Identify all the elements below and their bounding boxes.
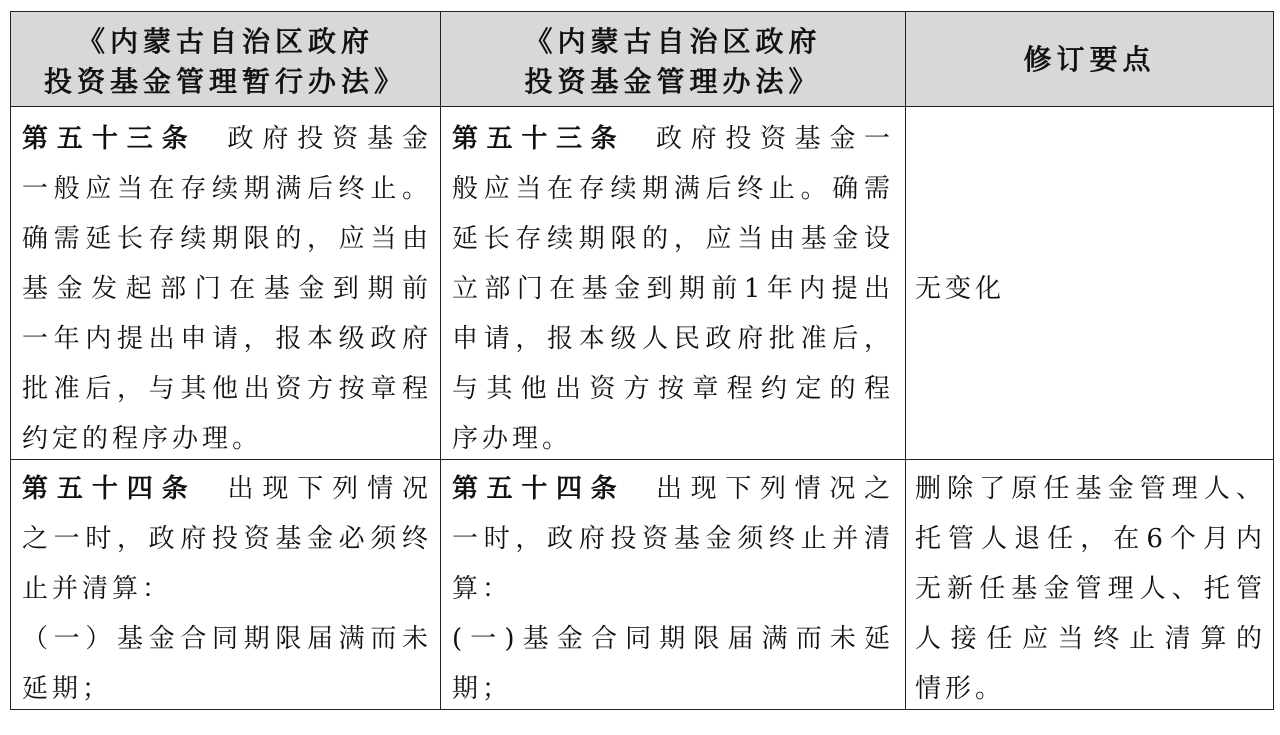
text-line: 立部门在基金到期前1年内提出 — [452, 274, 894, 304]
text-line: 申请，报本级人民政府批准后， — [452, 324, 894, 354]
text-line — [22, 464, 432, 514]
header-title-line: 修订要点 — [1023, 43, 1156, 76]
text-line: 与其他出资方按章程约定的程 — [452, 374, 894, 404]
text-line: 托管人退任，在6个月内 — [915, 524, 1266, 554]
text-segment: 政府投资基金 — [222, 124, 432, 154]
text-line: 之一时，政府投资基金必须终 — [22, 524, 432, 554]
text-segment: 出现下列情况 — [222, 474, 432, 504]
cell-new-article-54 — [441, 460, 906, 710]
article-gap — [625, 137, 651, 147]
cell-revision-note-54 — [906, 460, 1274, 710]
article-number: 第五十四条 — [22, 474, 197, 504]
header-title-line: 投资基金管理办法》 — [524, 65, 822, 98]
article-gap — [197, 487, 223, 497]
cell-revision-note-53 — [906, 107, 1274, 460]
text-line: 批准后，与其他出资方按章程 — [22, 374, 432, 404]
header-title-line: 《内蒙古自治区政府 — [76, 25, 374, 58]
text-line: 期； — [452, 674, 513, 704]
text-line: 基金发起部门在基金到期前 — [22, 274, 432, 304]
text-line — [452, 464, 894, 514]
article-number: 第五十三条 — [452, 124, 626, 154]
text-line: 般应当在存续期满后终止。确需 — [452, 174, 894, 204]
cell-old-article-53 — [11, 107, 441, 460]
text-line: 延长存续期限的，应当由基金设 — [452, 224, 894, 254]
header-revision-points — [906, 12, 1274, 107]
cell-old-article-54 — [11, 460, 441, 710]
text-line: 止并清算： — [22, 574, 173, 604]
comparison-table — [10, 11, 1274, 710]
cell-new-article-53 — [441, 107, 906, 460]
text-line: 确需延长存续期限的，应当由 — [22, 224, 432, 254]
text-line: 人接任应当终止清算的 — [915, 624, 1266, 654]
text-line: 无新任基金管理人、托管 — [915, 574, 1266, 604]
text-line: 序办理。 — [452, 424, 573, 454]
text-line: 算： — [452, 574, 513, 604]
text-line: 一年内提出申请，报本级政府 — [22, 324, 432, 354]
text-line — [452, 114, 894, 164]
text-segment: 政府投资基金一 — [651, 124, 894, 154]
text-line: 情形。 — [915, 674, 1006, 704]
text-line: 无变化 — [915, 274, 1006, 304]
header-title-line: 《内蒙古自治区政府 — [524, 25, 822, 58]
text-line: (一)基金合同期限届满而未延 — [452, 624, 894, 654]
text-line: （一）基金合同期限届满而未 — [22, 624, 432, 654]
text-line: 延期； — [22, 674, 113, 704]
text-line — [22, 114, 432, 164]
header-title-line: 投资基金管理暂行办法》 — [43, 65, 407, 98]
article-gap — [197, 137, 223, 147]
text-line: 删除了原任基金管理人、 — [915, 474, 1266, 504]
article-number: 第五十四条 — [452, 474, 626, 504]
text-line: 约定的程序办理。 — [22, 424, 263, 454]
text-line: 一时，政府投资基金须终止并清 — [452, 524, 894, 554]
text-line: 一般应当在存续期满后终止。 — [22, 174, 432, 204]
article-number: 第五十三条 — [22, 124, 197, 154]
header-old-regulation — [11, 12, 441, 107]
header-new-regulation — [441, 12, 906, 107]
text-segment: 出现下列情况之 — [651, 474, 894, 504]
article-gap — [625, 487, 651, 497]
